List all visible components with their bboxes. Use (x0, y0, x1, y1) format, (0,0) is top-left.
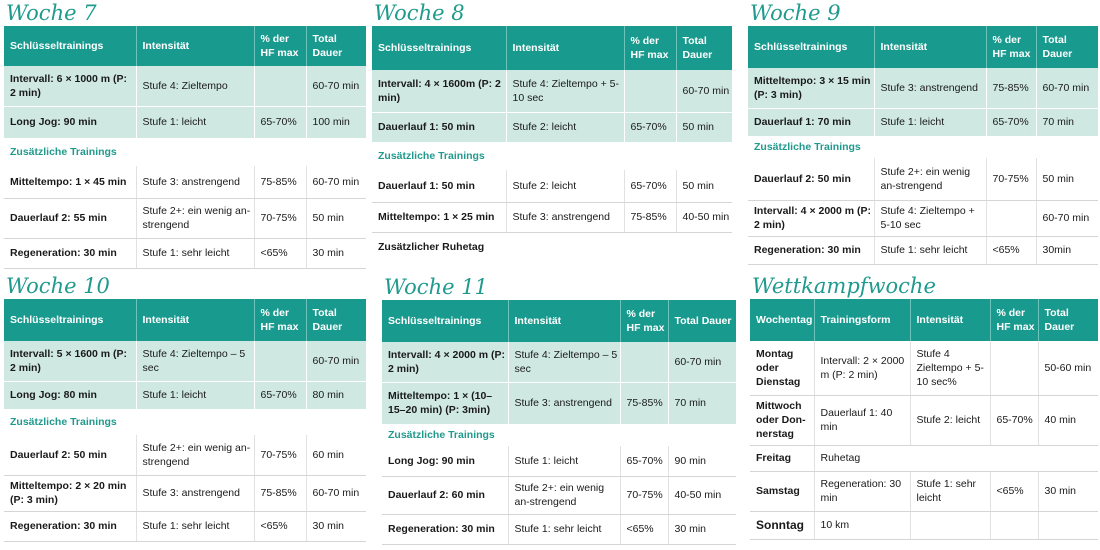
header-duration: Total Dauer (306, 299, 366, 341)
cell-hf: <65% (254, 511, 306, 541)
cell-duration: 60-70 min (1036, 68, 1098, 108)
header-hf: % der HF max (990, 299, 1038, 341)
cell-hf (254, 66, 306, 106)
race-week-table (750, 299, 1098, 540)
table-row (750, 341, 1098, 395)
cell-duration: 60-70 min (306, 341, 366, 381)
cell-intensity: Stufe 1: sehr leicht (136, 238, 254, 268)
cell-training: Intervall: 4 × 2000 m (P: 2 min) (382, 342, 508, 382)
header-intensity: Intensität (910, 299, 990, 341)
cell-intensity: Stufe 2+: ein wenig an-strengend (136, 198, 254, 238)
cell-duration (1038, 511, 1098, 539)
cell-intensity: Stufe 3: anstrengend (506, 202, 624, 232)
section-label: Zusätzliche Trainings (10, 146, 117, 159)
cell-hf: 75-85% (624, 202, 676, 232)
cell-intensity: Stufe 2+: ein wenig an-strengend (136, 435, 254, 475)
cell-duration: 90 min (668, 446, 736, 476)
cell-duration: 60-70 min (306, 475, 366, 511)
cell-hf: 65-70% (624, 170, 676, 202)
header-duration: Total Dauer (668, 300, 736, 342)
cell-duration: 50 min (676, 112, 732, 142)
cell-hf: 65-70% (254, 381, 306, 409)
table-row (372, 170, 732, 202)
week-10-title: Woche 10 (6, 274, 110, 298)
cell-form: Regeneration: 30 min (814, 471, 910, 511)
table-row (4, 341, 366, 381)
cell-training: Mitteltempo: 1 × 25 min (372, 202, 506, 232)
section-label: Zusätzliche Trainings (10, 416, 117, 429)
cell-intensity: Stufe 1: leicht (508, 446, 620, 476)
cell-training: Mitteltempo: 2 × 20 min (P: 3 min) (4, 475, 136, 511)
cell-hf: 65-70% (624, 112, 676, 142)
week-9-table (748, 26, 1098, 265)
cell-intensity: Stufe 1: sehr leicht (136, 511, 254, 541)
table-row (4, 381, 366, 409)
cell-training: Mitteltempo: 3 × 15 min (P: 3 min) (748, 68, 874, 108)
cell-training: Long Jog: 90 min (4, 106, 136, 138)
header-intensity: Intensität (136, 299, 254, 341)
cell-intensity: Stufe 4: Zieltempo + 5-10 sec (874, 200, 986, 236)
cell-intensity: Stufe 1: leicht (136, 381, 254, 409)
cell-training: Dauerlauf 2: 60 min (382, 476, 508, 514)
cell-intensity: Stufe 1: sehr leicht (508, 514, 620, 544)
cell-hf: <65% (254, 238, 306, 268)
table-row (372, 70, 732, 112)
table-row (382, 514, 736, 544)
cell-duration: 60-70 min (306, 66, 366, 106)
header-duration: Total Dauer (1036, 26, 1098, 68)
table-row (750, 445, 1098, 471)
week-10-block (4, 273, 366, 542)
table-row (382, 342, 736, 382)
week-11-table (382, 300, 736, 545)
cell-intensity: Stufe 4: Zieltempo (136, 66, 254, 106)
week-7-table (4, 26, 366, 269)
cell-training: Mitteltempo: 1 × (10–15–20 min) (P: 3min) (382, 382, 508, 424)
cell-training: Regeneration: 30 min (382, 514, 508, 544)
cell-intensity: Stufe 3: anstrengend (508, 382, 620, 424)
cell-duration: 60-70 min (1036, 200, 1098, 236)
cell-training: Dauerlauf 2: 55 min (4, 198, 136, 238)
cell-hf: 70-75% (986, 158, 1036, 200)
section-row (4, 409, 366, 435)
week-8-title: Woche 8 (374, 1, 465, 25)
cell-intensity: Stufe 2+: ein wenig an-strengend (508, 476, 620, 514)
header-intensity: Intensität (508, 300, 620, 342)
header-key: Schlüsseltrainings (382, 300, 508, 342)
table-row (748, 236, 1098, 264)
cell-duration: 50 min (676, 170, 732, 202)
cell-training: Regeneration: 30 min (748, 236, 874, 264)
header-hf: % der HF max (254, 299, 306, 341)
week-9-title: Woche 9 (750, 1, 841, 25)
cell-training: Dauerlauf 1: 50 min (372, 112, 506, 142)
cell-intensity: Stufe 4 Zieltempo + 5-10 sec% (910, 341, 990, 395)
table-row (4, 166, 366, 198)
table-row (4, 66, 366, 106)
cell-weekday: Freitag (750, 445, 814, 471)
cell-duration: 30 min (1038, 471, 1098, 511)
header-key: Schlüsseltrainings (4, 26, 136, 66)
cell-intensity: Stufe 2: leicht (506, 112, 624, 142)
cell-training: Long Jog: 90 min (382, 446, 508, 476)
cell-weekday: Sonntag (750, 511, 814, 539)
cell-hf: 70-75% (254, 198, 306, 238)
cell-duration: 40-50 min (668, 476, 736, 514)
cell-form: Dauerlauf 1: 40 min (814, 395, 910, 445)
cell-duration: 60-70 min (668, 342, 736, 382)
cell-form: Intervall: 2 × 2000 m (P: 2 min) (814, 341, 910, 395)
week-8-table (372, 26, 732, 262)
table-row (750, 395, 1098, 445)
header-duration: Total Dauer (676, 26, 732, 70)
header-duration: Total Dauer (1038, 299, 1098, 341)
cell-training: Intervall: 4 × 2000 m (P: 2 min) (748, 200, 874, 236)
cell-intensity: Stufe 3: anstrengend (874, 68, 986, 108)
table-row (382, 446, 736, 476)
cell-duration: 30min (1036, 236, 1098, 264)
table-row (372, 112, 732, 142)
cell-duration: 40-50 min (676, 202, 732, 232)
section-row (4, 138, 366, 166)
cell-hf: 65-70% (990, 395, 1038, 445)
cell-intensity: Stufe 1: sehr leicht (910, 471, 990, 511)
table-row (4, 198, 366, 238)
cell-duration: 70 min (1036, 108, 1098, 136)
header-weekday: Wochentag (750, 299, 814, 341)
week-7-block (4, 0, 366, 269)
cell-duration: 60-70 min (676, 70, 732, 112)
table-row (4, 106, 366, 138)
header-form: Trainingsform (814, 299, 910, 341)
table-row (382, 382, 736, 424)
cell-training: Regeneration: 30 min (4, 511, 136, 541)
cell-hf: <65% (986, 236, 1036, 264)
cell-training: Mitteltempo: 1 × 45 min (4, 166, 136, 198)
header-key: Schlüsseltrainings (372, 26, 506, 70)
header-intensity: Intensität (506, 26, 624, 70)
cell-intensity: Stufe 1: leicht (874, 108, 986, 136)
cell-training: Dauerlauf 2: 50 min (748, 158, 874, 200)
cell-duration: 60-70 min (306, 166, 366, 198)
cell-hf (254, 341, 306, 381)
cell-intensity: Stufe 2+: ein wenig an-strengend (874, 158, 986, 200)
cell-hf: 70-75% (620, 476, 668, 514)
extra-rest-day-note: Zusätzlicher Ruhetag (378, 241, 485, 254)
cell-hf: 65-70% (620, 446, 668, 476)
cell-training: Regeneration: 30 min (4, 238, 136, 268)
header-hf: % der HF max (986, 26, 1036, 68)
header-key: Schlüsseltrainings (748, 26, 874, 68)
cell-duration: 50 min (1036, 158, 1098, 200)
week-10-table (4, 299, 366, 542)
cell-training: Dauerlauf 2: 50 min (4, 435, 136, 475)
cell-intensity: Stufe 3: anstrengend (136, 475, 254, 511)
cell-training: Intervall: 4 × 1600m (P: 2 min) (372, 70, 506, 112)
cell-intensity: Stufe 1: leicht (136, 106, 254, 138)
cell-hf: 70-75% (254, 435, 306, 475)
cell-hf (986, 200, 1036, 236)
week-11-block (382, 274, 736, 545)
section-label: Zusätzliche Trainings (378, 150, 485, 163)
section-row (372, 142, 732, 170)
cell-intensity (910, 511, 990, 539)
header-duration: Total Dauer (306, 26, 366, 66)
table-row (748, 108, 1098, 136)
table-row (4, 511, 366, 541)
section-label: Zusätzliche Trainings (388, 429, 495, 442)
cell-hf: <65% (990, 471, 1038, 511)
header-hf: % der HF max (624, 26, 676, 70)
table-row (748, 200, 1098, 236)
cell-hf: 75-85% (254, 166, 306, 198)
cell-duration: 100 min (306, 106, 366, 138)
cell-duration: 30 min (668, 514, 736, 544)
cell-hf: 75-85% (254, 475, 306, 511)
cell-duration: 70 min (668, 382, 736, 424)
section-label: Zusätzliche Trainings (754, 141, 861, 154)
cell-hf (620, 342, 668, 382)
cell-training: Intervall: 6 × 1000 m (P: 2 min) (4, 66, 136, 106)
week-11-title: Woche 11 (384, 275, 488, 299)
cell-training: Long Jog: 80 min (4, 381, 136, 409)
cell-duration: 40 min (1038, 395, 1098, 445)
cell-training: Intervall: 5 × 1600 m (P: 2 min) (4, 341, 136, 381)
header-intensity: Intensität (874, 26, 986, 68)
header-hf: % der HF max (620, 300, 668, 342)
cell-intensity: Stufe 2: leicht (506, 170, 624, 202)
cell-training: Dauerlauf 1: 50 min (372, 170, 506, 202)
cell-intensity: Stufe 4: Zieltempo – 5 sec (136, 341, 254, 381)
section-row (382, 424, 736, 446)
header-key: Schlüsseltrainings (4, 299, 136, 341)
cell-duration: 30 min (306, 238, 366, 268)
table-row (4, 475, 366, 511)
cell-weekday: Montag oder Dienstag (750, 341, 814, 395)
cell-duration: 60 min (306, 435, 366, 475)
cell-duration: 30 min (306, 511, 366, 541)
cell-hf (624, 70, 676, 112)
cell-duration: 50-60 min (1038, 341, 1098, 395)
cell-hf (990, 341, 1038, 395)
cell-duration: 80 min (306, 381, 366, 409)
cell-weekday: Samstag (750, 471, 814, 511)
header-hf: % der HF max (254, 26, 306, 66)
week-8-block (372, 0, 732, 262)
cell-intensity: Stufe 4: Zieltempo + 5-10 sec (506, 70, 624, 112)
cell-hf: 75-85% (620, 382, 668, 424)
cell-duration: 50 min (306, 198, 366, 238)
section-row (748, 136, 1098, 158)
table-row (4, 435, 366, 475)
week-9-block (748, 0, 1098, 265)
table-row (748, 68, 1098, 108)
cell-weekday: Mittwoch oder Don-nerstag (750, 395, 814, 445)
table-row (750, 471, 1098, 511)
cell-hf: <65% (620, 514, 668, 544)
table-row (382, 476, 736, 514)
cell-hf: 75-85% (986, 68, 1036, 108)
header-intensity: Intensität (136, 26, 254, 66)
cell-intensity: Stufe 2: leicht (910, 395, 990, 445)
cell-form: 10 km (814, 511, 910, 539)
table-row (750, 511, 1098, 539)
cell-intensity: Stufe 4: Zieltempo – 5 sec (508, 342, 620, 382)
table-row (4, 238, 366, 268)
race-week-title: Wettkampfwoche (752, 274, 936, 298)
note-row (372, 232, 732, 262)
cell-intensity: Stufe 1: sehr leicht (874, 236, 986, 264)
week-7-title: Woche 7 (6, 1, 97, 25)
cell-hf: 65-70% (986, 108, 1036, 136)
cell-intensity: Stufe 3: anstrengend (136, 166, 254, 198)
race-week-block (750, 273, 1098, 540)
cell-hf (990, 511, 1038, 539)
cell-training: Dauerlauf 1: 70 min (748, 108, 874, 136)
cell-form: Ruhetag (814, 445, 1098, 471)
table-row (748, 158, 1098, 200)
table-row (372, 202, 732, 232)
cell-hf: 65-70% (254, 106, 306, 138)
